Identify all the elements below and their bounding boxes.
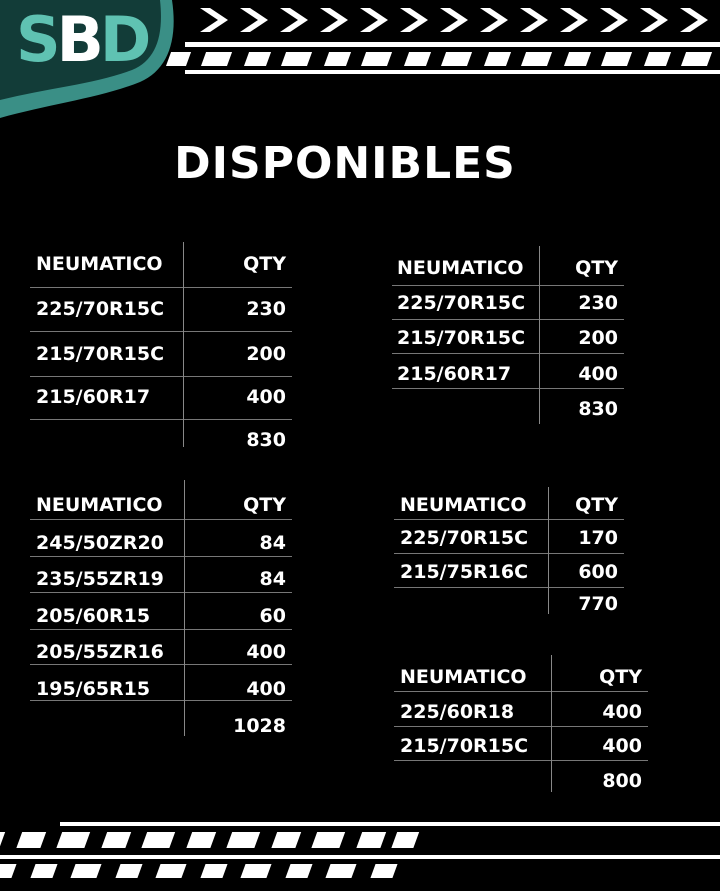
table-row-tire: 215/75R16C [400, 561, 529, 583]
table-row-qty: 60 [259, 605, 286, 627]
table-row-qty: 230 [246, 298, 286, 320]
table-row-tire: 195/65R15 [36, 678, 151, 700]
table-row-qty: 84 [259, 568, 286, 590]
table-total-qty: 830 [578, 398, 618, 420]
table-row-qty: 400 [602, 735, 642, 757]
table-row-tire: 245/50ZR20 [36, 532, 164, 554]
table-row-tire: 225/60R18 [400, 701, 515, 723]
logo-letter-s: S [16, 3, 57, 76]
column-header-neumatico: NEUMATICO [36, 494, 163, 516]
bottom-tire-track-graphic [0, 822, 720, 878]
table-row-qty: 400 [246, 641, 286, 663]
column-header-qty: QTY [243, 253, 286, 275]
table-row-qty: 400 [602, 701, 642, 723]
column-header-neumatico: NEUMATICO [400, 494, 527, 516]
table-row-tire: 215/70R15C [400, 735, 529, 757]
logo-letter-b: B [56, 3, 100, 76]
column-header-neumatico: NEUMATICO [36, 253, 163, 275]
table-row-qty: 400 [578, 363, 618, 385]
top-tire-track-graphic [166, 0, 720, 80]
table-row-tire: 215/70R15C [36, 343, 165, 365]
page-title: DISPONIBLES [174, 138, 516, 189]
table-row-tire: 215/60R17 [397, 363, 512, 385]
logo-letter-d: D [99, 3, 148, 76]
table-row-qty: 400 [246, 678, 286, 700]
table-row-qty: 200 [578, 327, 618, 349]
table-total-qty: 770 [578, 593, 618, 615]
column-header-qty: QTY [575, 494, 618, 516]
table-total-qty: 1028 [233, 715, 286, 737]
table-row-qty: 600 [578, 561, 618, 583]
table-row-qty: 230 [578, 292, 618, 314]
table-total-qty: 800 [602, 770, 642, 792]
column-header-qty: QTY [575, 257, 618, 279]
table-row-tire: 215/60R17 [36, 386, 151, 408]
column-header-neumatico: NEUMATICO [400, 666, 527, 688]
table-row-qty: 200 [246, 343, 286, 365]
table-total-qty: 830 [246, 429, 286, 451]
table-row-tire: 205/55ZR16 [36, 641, 164, 663]
brand-logo [0, 0, 180, 120]
table-row-tire: 235/55ZR19 [36, 568, 164, 590]
table-row-qty: 170 [578, 527, 618, 549]
column-header-qty: QTY [243, 494, 286, 516]
table-row-tire: 225/70R15C [397, 292, 526, 314]
table-row-tire: 215/70R15C [397, 327, 526, 349]
table-row-qty: 400 [246, 386, 286, 408]
table-row-tire: 225/70R15C [400, 527, 529, 549]
table-row-tire: 205/60R15 [36, 605, 151, 627]
table-row-tire: 225/70R15C [36, 298, 165, 320]
column-header-neumatico: NEUMATICO [397, 257, 524, 279]
column-header-qty: QTY [599, 666, 642, 688]
table-row-qty: 84 [259, 532, 286, 554]
